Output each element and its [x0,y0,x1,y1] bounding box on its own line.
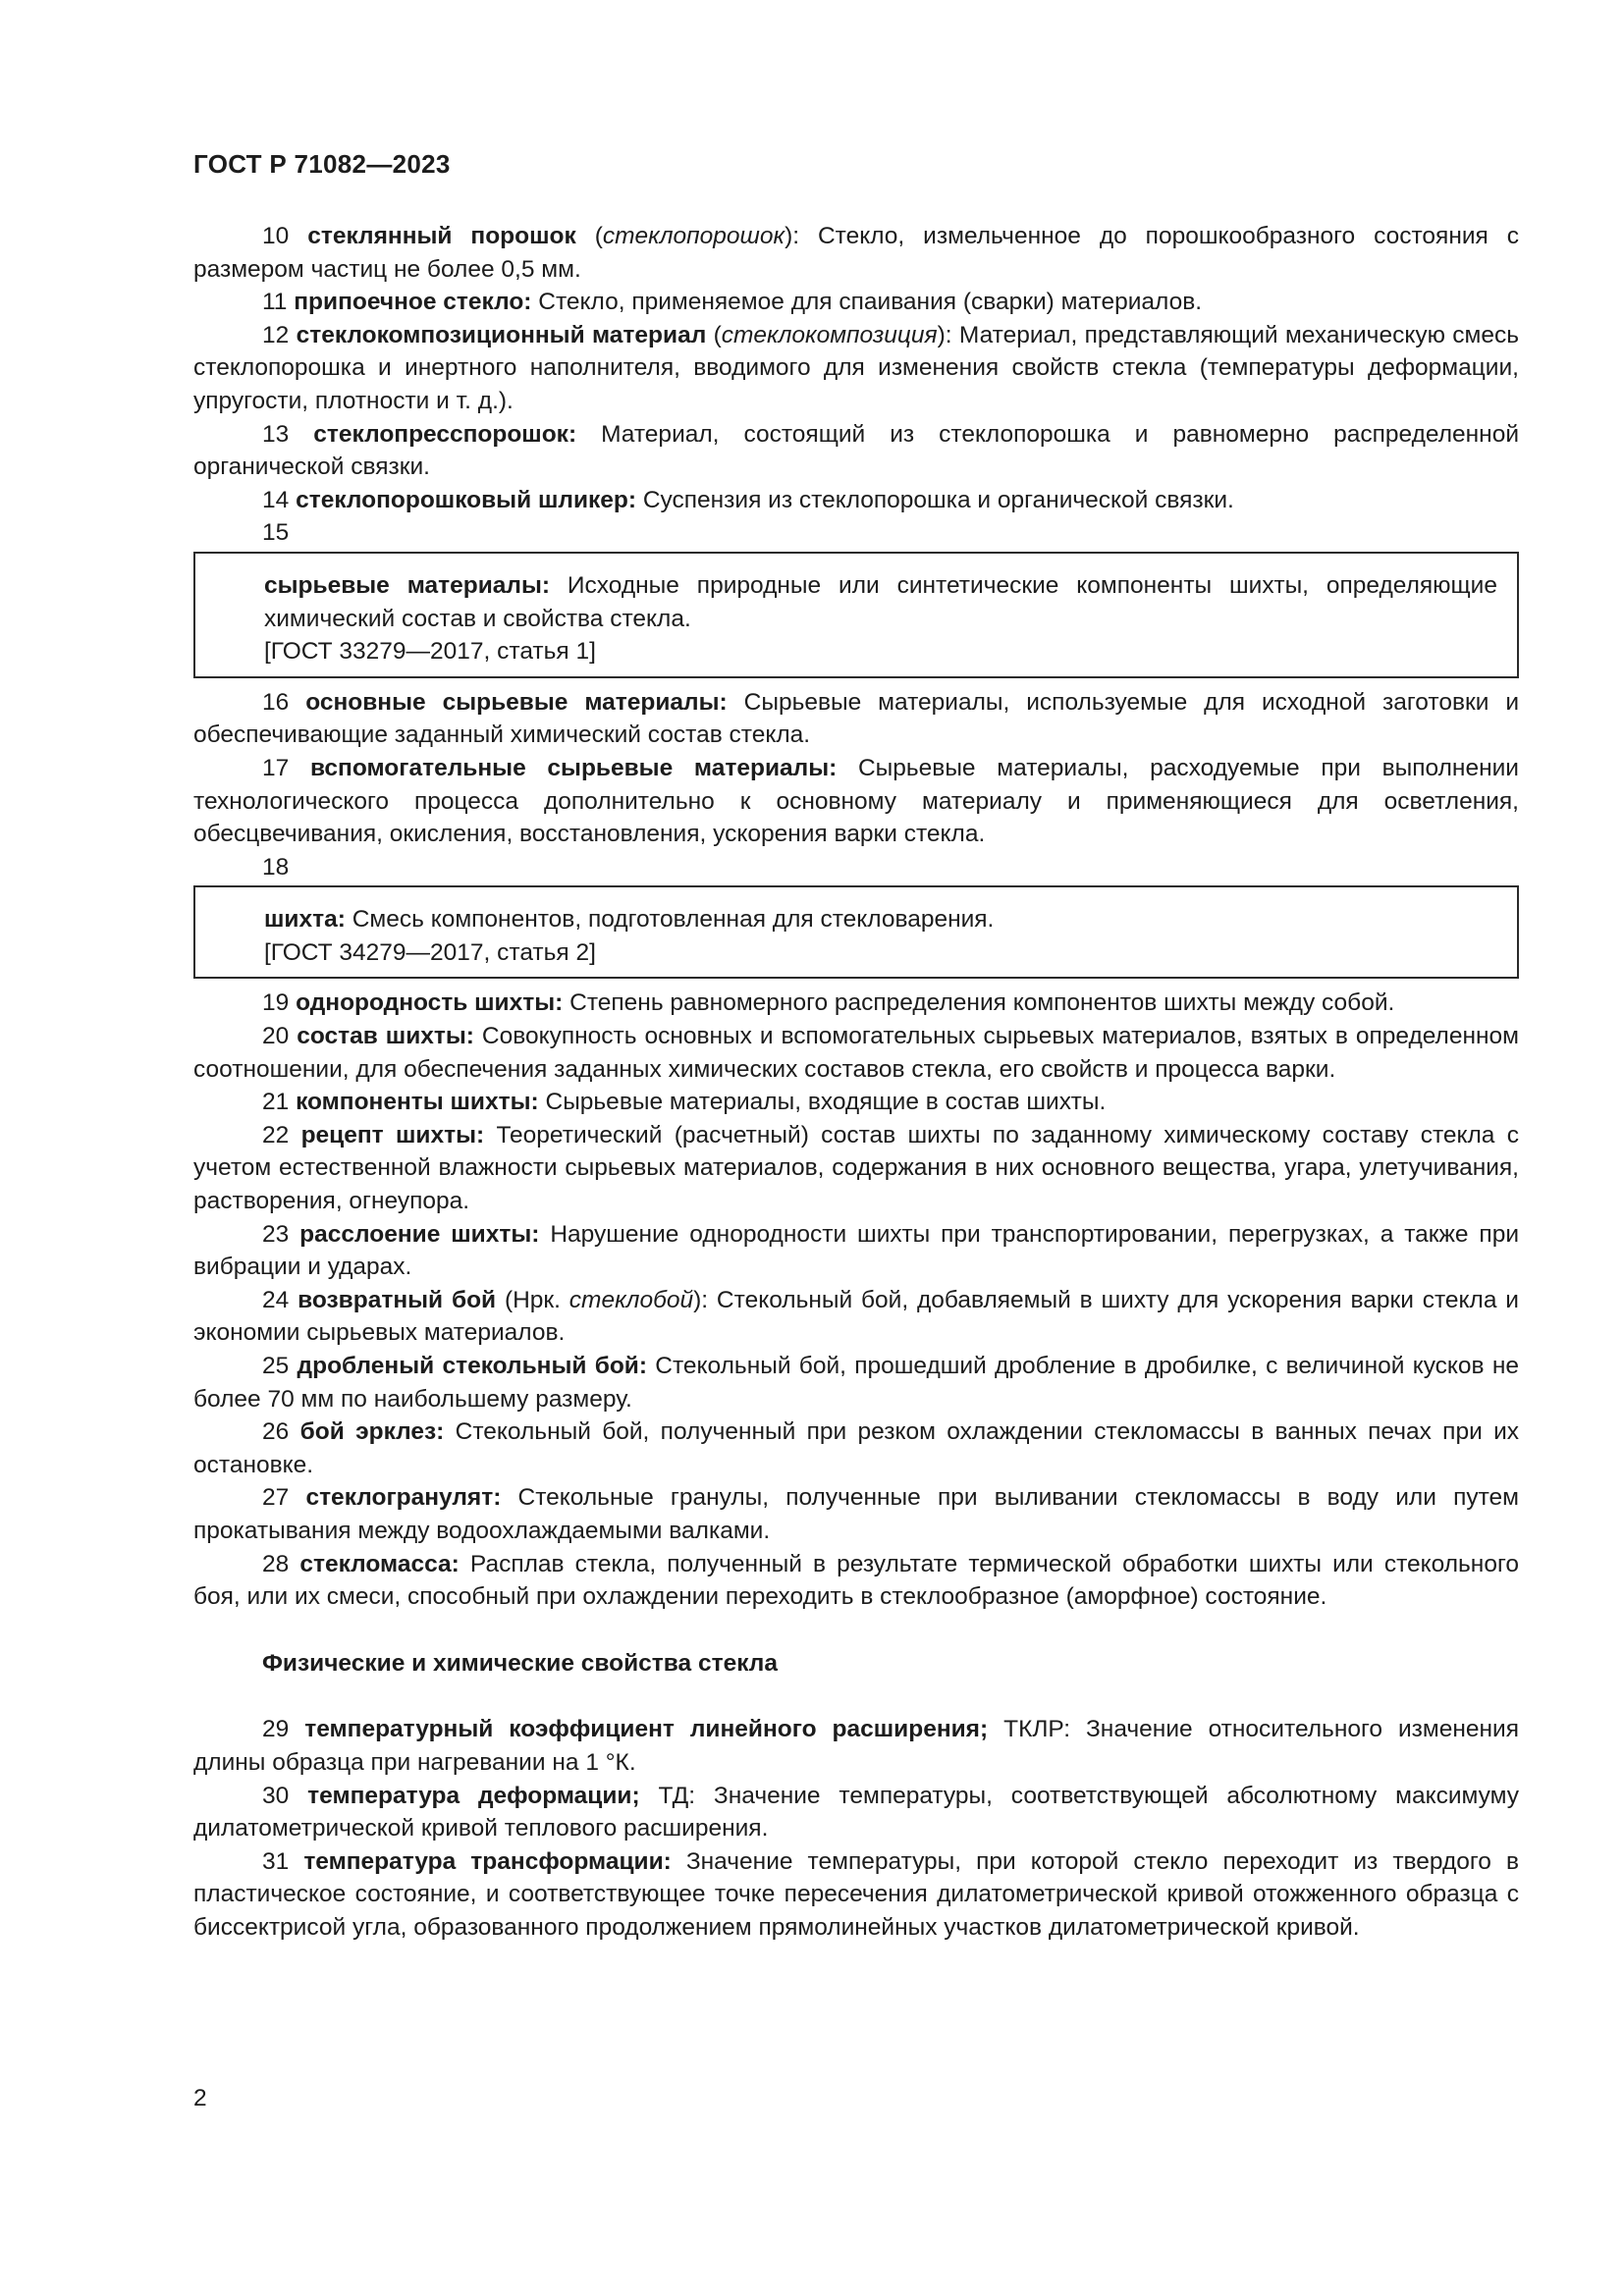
term-entry-30: 30 температура деформации; ТД: Значение температуры, соответствующей абсолютному максимуму дилатометрической кривой теплового расширения. [193,1782,1519,1842]
quoted-term-box-15 [193,552,1519,678]
term-entry-17: 17 вспомогательные сырьевые материалы: Сырьевые материалы, расходуемые при выполнении технологического процесса дополнительно к основному материалу и применяющиеся для осветления, обесцвечивания, окисления, восстановления, ускорения варки стекла. [193,754,1519,848]
section-title: Физические и химические свойства стекла [262,1649,778,1677]
term-number-18: 18 [262,853,290,881]
standard-id-header: ГОСТ Р 71082—2023 [193,149,451,179]
term-entry-28: 28 стекломасса: Расплав стекла, полученный в результате термической обработки шихты или стекольного боя, или их смеси, способный при охлаждении переходить в стеклообразное (аморфное) состояние. [193,1550,1519,1611]
term-entry-19: 19 однородность шихты: Степень равномерного распределения компонентов шихты между собой. [262,989,1395,1017]
term-entry-24: 24 возвратный бой (Нрк. стеклобой): Стекольный бой, добавляемый в шихту для ускорения варки стекла и экономии сырьевых материалов. [193,1286,1519,1347]
term-entry-14: 14 стеклопорошковый шликер: Суспензия из стеклопорошка и органической связки. [262,486,1234,513]
quoted-term-box-18 [193,885,1519,979]
term-source-15: [ГОСТ 33279—2017, статья 1] [264,638,596,666]
term-entry-22: 22 рецепт шихты: Теоретический (расчетный) состав шихты по заданному химическому составу стекла с учетом естественной влажности сырьевых материалов, содержания в них основного вещества, угара, улетучивания, растворения, огнеупора. [193,1121,1519,1215]
term-entry-31: 31 температура трансформации: Значение температуры, при которой стекло переходит из твердого в пластическое состояние, и соответствующее точке пересечения дилатометрической кривой отожженного образца с биссектрисой угла, образованного продолжением прямолинейных участков дилатометрической кривой. [193,1847,1519,1941]
term-entry-12: 12 стеклокомпозиционный материал (стеклокомпозиция): Материал, представляющий механическую смесь стеклопорошка и инертного наполнителя, вводимого для изменения свойств стекла (температуры деформации, упругости, плотности и т. д.). [193,321,1519,414]
term-entry-16: 16 основные сырьевые материалы: Сырьевые материалы, используемые для исходной заготовки и обеспечивающие заданный химический состав стекла. [193,688,1520,749]
page-number: 2 [193,2085,207,2111]
term-group-d [193,1713,1519,1944]
term-entry-25: 25 дробленый стекольный бой: Стекольный бой, прошедший дробление в дробилке, с величиной кусков не более 70 мм по наибольшему размеру. [193,1353,1519,1413]
term-entry-29: 29 температурный коэффициент линейного расширения; ТКЛР: Значение относительного изменения длины образца при нагревании на 1 °К. [193,1716,1519,1776]
term-group-a [193,220,1519,516]
term-entry-13: 13 стеклопресспорошок: Материал, состоящий из стеклопорошка и равномерно распределенной органической связки. [193,420,1520,481]
term-entry-26: 26 бой эрклез: Стекольный бой, полученный при резком охлаждении стекломассы в ванных печах при их остановке. [193,1418,1520,1478]
term-entry-10: 10 стеклянный порошок (стеклопорошок): Стекло, измельченное до порошкообразного состояния с размером частиц не более 0,5 мм. [193,223,1520,283]
term-group-b [193,686,1519,851]
quoted-term-15: сырьевые материалы: Исходные природные или синтетические компоненты шихты, определяющие химический состав и свойства стекла. [ГОСТ 33279—2017, статья 1] [264,569,1497,668]
term-number-15: 15 [262,519,290,547]
term-entry-20: 20 состав шихты: Совокупность основных и вспомогательных сырьевых материалов, взятых в определенном соотношении, для обеспечения заданных химических составов стекла, его свойств и процесса варки. [193,1023,1520,1083]
term-group-c [193,987,1519,1613]
term-entry-23: 23 расслоение шихты: Нарушение однородности шихты при транспортировании, перегрузках, а также при вибрации и ударах. [193,1220,1520,1281]
term-entry-11: 11 припоечное стекло: Стекло, применяемое для спаивания (сварки) материалов. [262,289,1203,316]
term-source-18: [ГОСТ 34279—2017, статья 2] [264,938,596,966]
quoted-term-18: шихта: Смесь компонентов, подготовленная для стекловарения. [ГОСТ 34279—2017, статья 2] [264,903,1497,969]
term-entry-21: 21 компоненты шихты: Сырьевые материалы, входящие в состав шихты. [262,1089,1107,1116]
document-body [193,220,1519,1945]
term-entry-27: 27 стеклогранулят: Стекольные гранулы, полученные при выливании стекломассы в воду или путем прокатывания между водоохлаждаемыми валками. [193,1484,1519,1544]
